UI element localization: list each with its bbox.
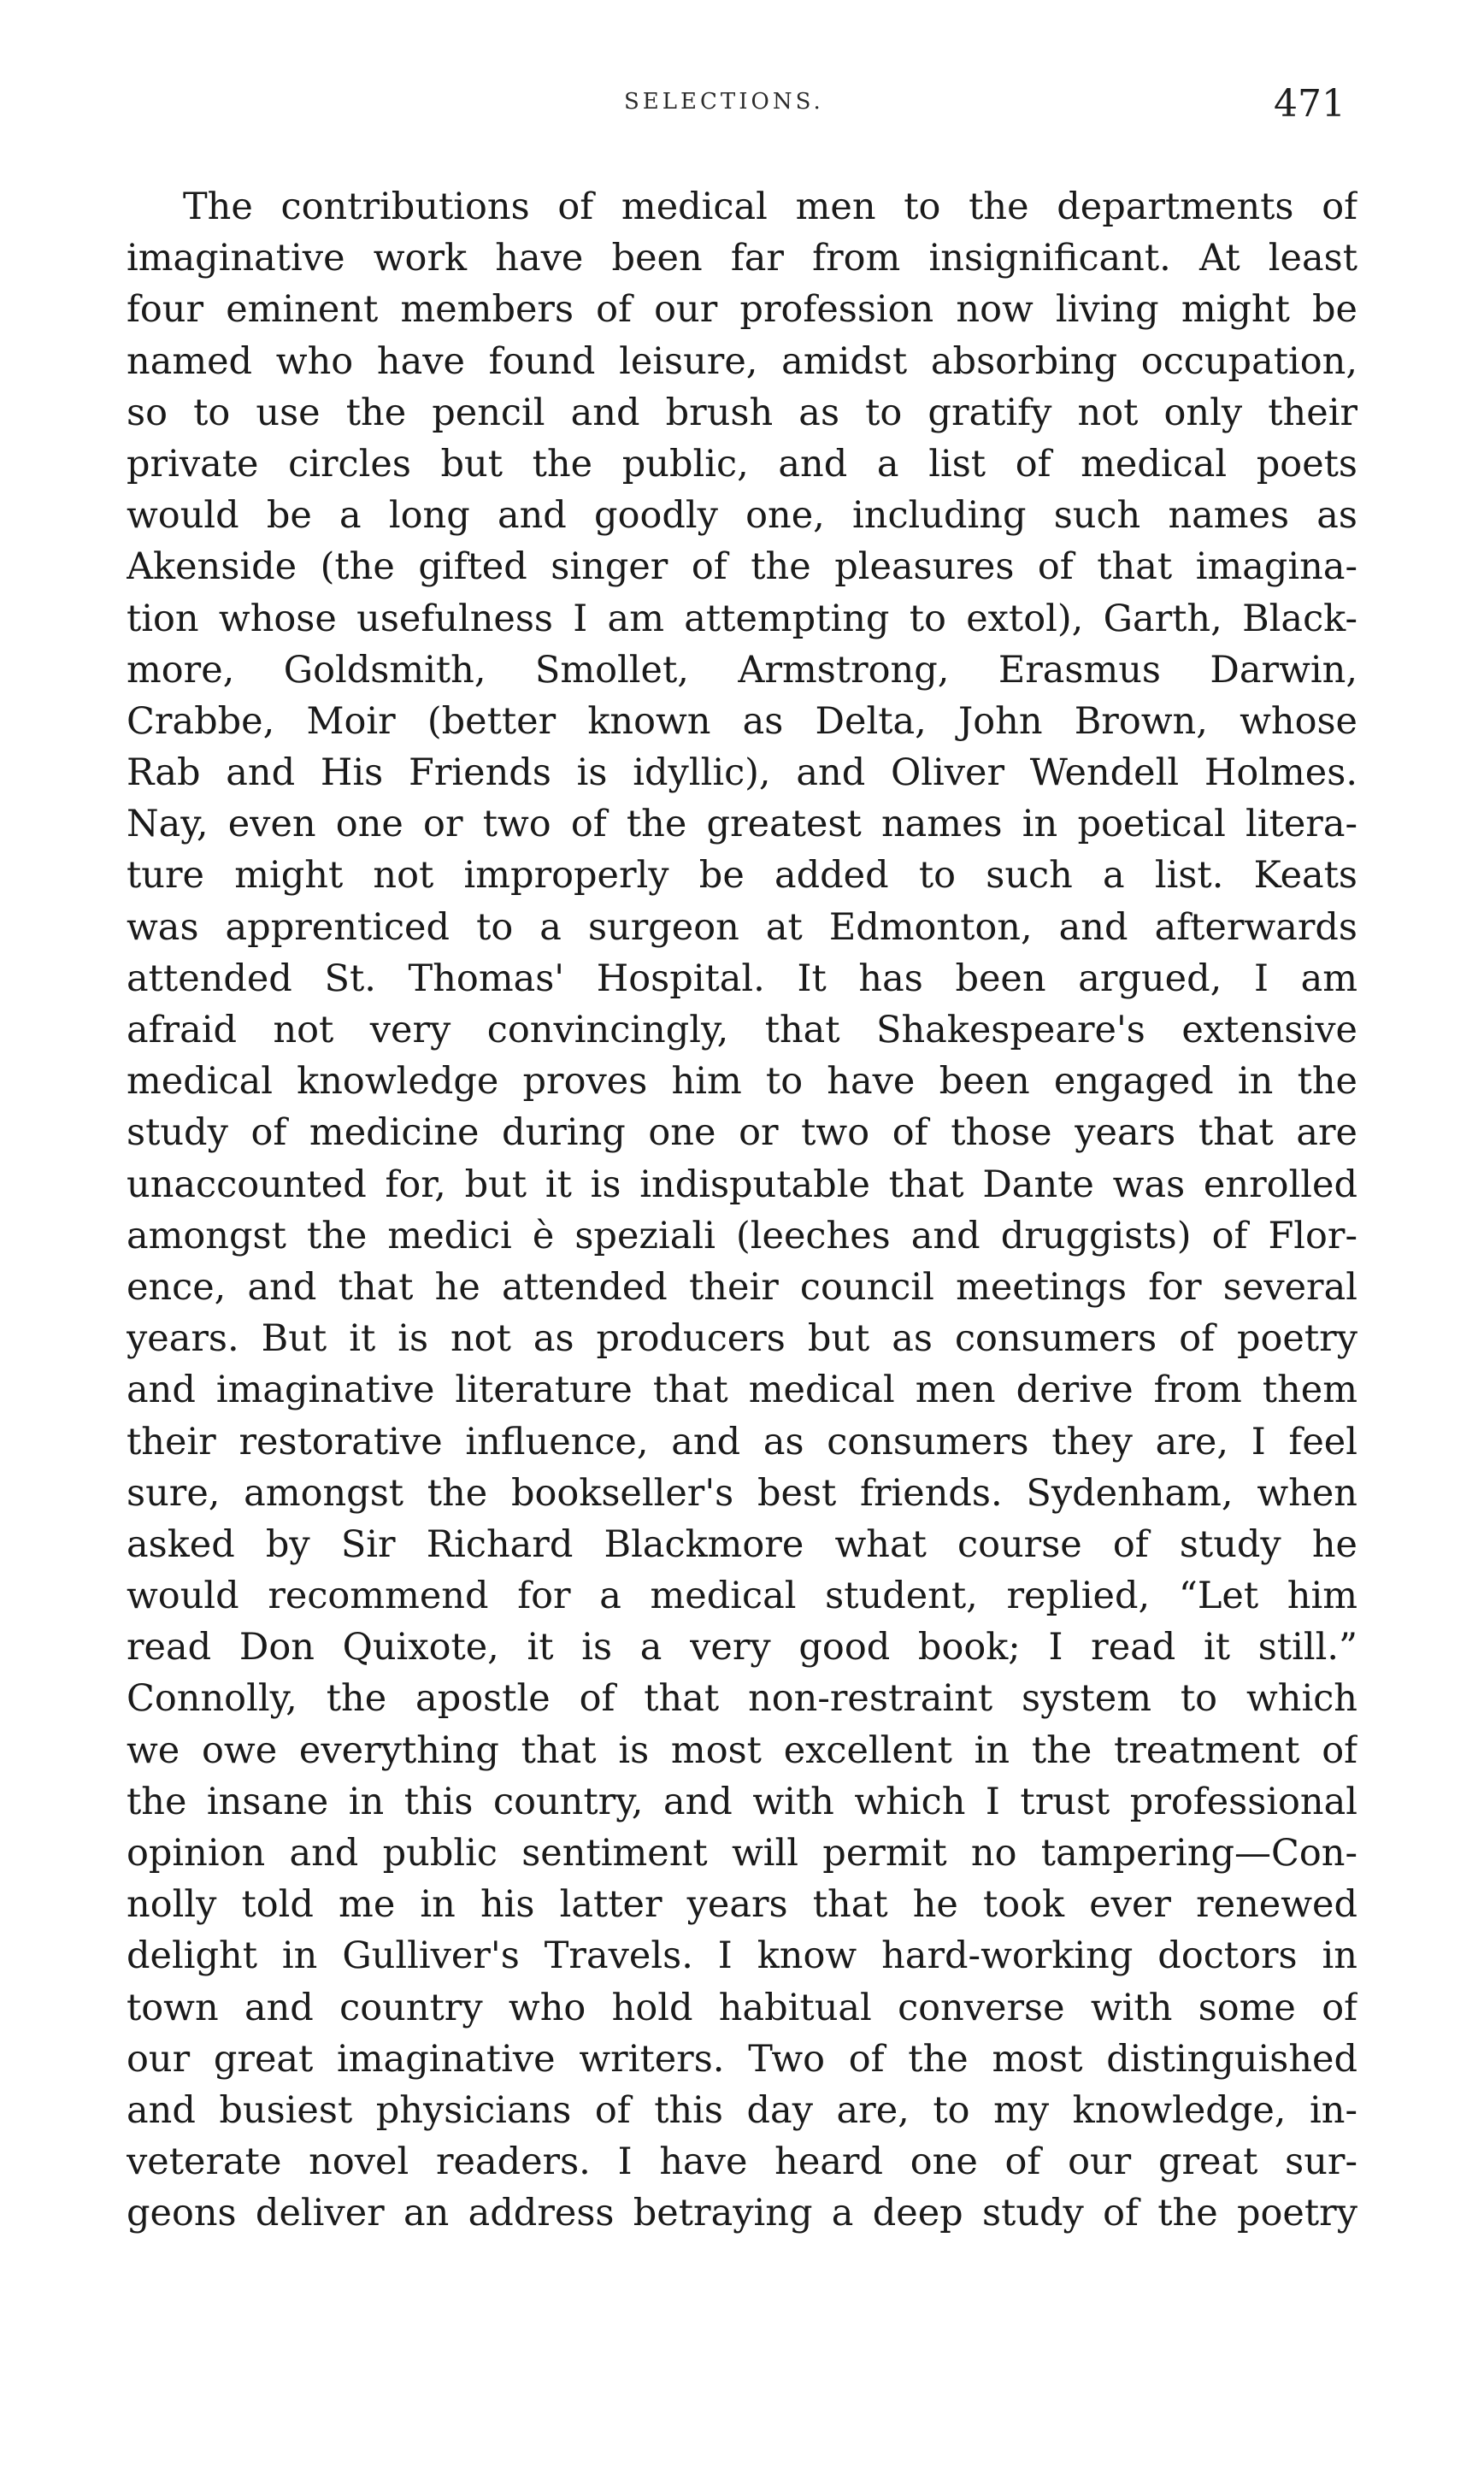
text-line: Akenside (the gifted singer of the pleasures of that imagina- — [127, 545, 1357, 589]
text-line: and imaginative literature that medical men derive from them — [127, 1369, 1357, 1412]
text-line: study of medicine during one or two of those years that are — [127, 1111, 1357, 1155]
text-line: so to use the pencil and brush as to gratify not only their — [127, 391, 1357, 434]
text-line: would recommend for a medical student, replied, “Let him — [127, 1575, 1357, 1618]
text-line: attended St. Thomas' Hospital. It has been argued, I am — [127, 957, 1357, 1000]
text-line: nolly told me in his latter years that he took ever renewed — [127, 1883, 1357, 1927]
text-line: sure, amongst the bookseller's best friends. Sydenham, when — [127, 1471, 1357, 1515]
text-line: Nay, even one or two of the greatest names in poetical litera- — [127, 803, 1357, 846]
text-line: years. But it is not as producers but as consumers of poetry — [127, 1317, 1357, 1361]
text-line: and busiest physicians of this day are, to my knowledge, in- — [127, 2088, 1357, 2132]
text-line: Connolly, the apostle of that non-restraint system to which — [127, 1677, 1357, 1721]
text-line: our great imaginative writers. Two of the most distinguished — [127, 2037, 1357, 2081]
text-line: would be a long and goodly one, including such names as — [127, 494, 1357, 538]
text-line: more, Goldsmith, Smollet, Armstrong, Erasmus Darwin, — [127, 648, 1357, 692]
text-line: named who have found leisure, amidst absorbing occupation, — [127, 339, 1357, 383]
text-line: their restorative influence, and as consumers they are, I feel — [127, 1420, 1357, 1463]
text-line: Rab and His Friends is idyllic), and Oliver Wendell Holmes. — [127, 751, 1357, 795]
text-line: Crabbe, Moir (better known as Delta, John Brown, whose — [127, 699, 1357, 743]
text-line: veterate novel readers. I have heard one of our great sur- — [127, 2140, 1357, 2184]
text-line: asked by Sir Richard Blackmore what course of study he — [127, 1522, 1357, 1566]
text-line: unaccounted for, but it is indisputable that Dante was enrolled — [127, 1163, 1357, 1206]
text-line: geons deliver an address betraying a deep study of the poetry — [127, 2192, 1357, 2235]
body-text — [127, 181, 1357, 2387]
text-line: was apprenticed to a surgeon at Edmonton, and afterwards — [127, 905, 1357, 949]
text-line: opinion and public sentiment will permit no tampering—Con- — [127, 1832, 1357, 1875]
text-line: read Don Quixote, it is a very good book; I read it still.” — [127, 1626, 1357, 1669]
text-line: town and country who hold habitual converse with some of — [127, 1986, 1357, 2029]
text-line: ence, and that he attended their council meetings for several — [127, 1265, 1357, 1309]
text-line: imaginative work have been far from insignificant. At least — [127, 237, 1357, 280]
text-line: ture might not improperly be added to such a list. Keats — [127, 854, 1357, 898]
running-head-title: SELECTIONS. — [624, 89, 824, 115]
text-line: The contributions of medical men to the departments of — [183, 185, 1357, 228]
text-line: four eminent members of our profession now living might be — [127, 288, 1357, 332]
text-line: amongst the medici è speziali (leeches and druggists) of Flor- — [127, 1214, 1357, 1257]
text-line: afraid not very convincingly, that Shakespeare's extensive — [127, 1009, 1357, 1051]
page-number: 471 — [1274, 82, 1346, 126]
text-line: we owe everything that is most excellent in the treatment of — [127, 1728, 1357, 1772]
running-head — [0, 82, 1484, 133]
text-line: tion whose usefulness I am attempting to extol), Garth, Black- — [127, 597, 1357, 640]
text-line: delight in Gulliver's Travels. I know hard-working doctors in — [127, 1934, 1357, 1978]
text-line: medical knowledge proves him to have been engaged in the — [127, 1060, 1357, 1104]
text-line: private circles but the public, and a list of medical poets — [127, 442, 1357, 486]
text-line: the insane in this country, and with which I trust professional — [127, 1780, 1357, 1823]
